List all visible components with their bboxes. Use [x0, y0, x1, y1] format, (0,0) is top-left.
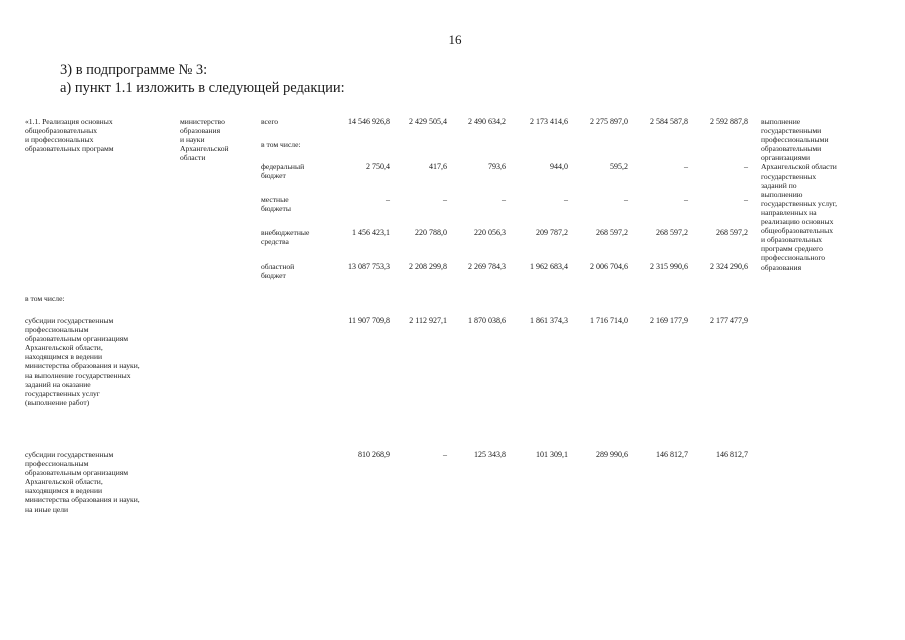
value-federal-6: – [684, 162, 688, 171]
heading-subprogram: 3) в подпрограмме № 3: [60, 62, 208, 78]
value-regional-3: 2 269 784,3 [468, 262, 506, 271]
value-subsidy-other-3: 125 343,8 [474, 450, 506, 459]
value-federal-2: 417,6 [429, 162, 447, 171]
value-subsidy-tasks-5: 1 716 714,0 [590, 316, 628, 325]
page-number: 16 [448, 32, 462, 47]
value-local-6: – [684, 195, 688, 204]
value-subsidy-other-5: 289 990,6 [596, 450, 628, 459]
value-local-4: – [564, 195, 568, 204]
value-federal-3: 793,6 [488, 162, 506, 171]
value-extrabudgetary-1: 1 456 423,1 [352, 228, 390, 237]
value-regional-6: 2 315 990,6 [650, 262, 688, 271]
row-result: выполнение государственными профессиональными образовательными организациями Архангельской области государственных заданий по выполнению государственных услуг, направленных на реализацию основных общеобразовательных и образовательных программ среднего профессионального образования [761, 117, 837, 272]
value-federal-7: – [744, 162, 748, 171]
value-extrabudgetary-2: 220 788,0 [415, 228, 447, 237]
value-total-3: 2 490 634,2 [468, 117, 506, 126]
value-total-7: 2 592 887,8 [710, 117, 748, 126]
value-total-4: 2 173 414,6 [530, 117, 568, 126]
value-extrabudgetary-6: 268 597,2 [656, 228, 688, 237]
value-regional-4: 1 962 683,4 [530, 262, 568, 271]
value-total-1: 14 546 926,8 [348, 117, 390, 126]
in-that-number-label: в том числе: [25, 294, 65, 303]
row-name-subsidy-other: субсидии государственным профессиональным образовательным организациям Архангельской области, находящимся в ведении министерства образования и науки, на иные цели [25, 450, 140, 514]
source-label-regional: областной бюджет [261, 262, 295, 281]
value-regional-7: 2 324 290,6 [710, 262, 748, 271]
value-extrabudgetary-4: 209 787,2 [536, 228, 568, 237]
value-subsidy-tasks-4: 1 861 374,3 [530, 316, 568, 325]
value-extrabudgetary-3: 220 056,3 [474, 228, 506, 237]
value-federal-4: 944,0 [550, 162, 568, 171]
value-extrabudgetary-7: 268 597,2 [716, 228, 748, 237]
value-extrabudgetary-5: 268 597,2 [596, 228, 628, 237]
row-name-main: «1.1. Реализация основных общеобразовательных и профессиональных образовательных программ [25, 117, 114, 154]
source-label-federal: федеральный бюджет [261, 162, 305, 181]
value-subsidy-tasks-3: 1 870 038,6 [468, 316, 506, 325]
value-local-5: – [624, 195, 628, 204]
value-local-7: – [744, 195, 748, 204]
value-subsidy-other-6: 146 812,7 [656, 450, 688, 459]
source-label-in-that-number: в том числе: [261, 140, 301, 149]
value-subsidy-other-1: 810 268,9 [358, 450, 390, 459]
row-name-subsidy-tasks: субсидии государственным профессиональным образовательным организациям Архангельской области, находящимся в ведении министерства образования и науки, на выполнение государственных заданий на оказание государственных услуг (выполнение работ) [25, 316, 140, 407]
value-local-3: – [502, 195, 506, 204]
value-local-2: – [443, 195, 447, 204]
source-label-total: всего [261, 117, 279, 126]
heading-instruction: а) пункт 1.1 изложить в следующей редакции: [60, 80, 345, 96]
value-regional-2: 2 208 299,8 [409, 262, 447, 271]
value-subsidy-tasks-2: 2 112 927,1 [409, 316, 447, 325]
source-label-extrabudgetary: внебюджетные средства [261, 228, 310, 247]
value-subsidy-other-4: 101 309,1 [536, 450, 568, 459]
value-subsidy-tasks-7: 2 177 477,9 [710, 316, 748, 325]
value-subsidy-other-2: – [443, 450, 447, 459]
value-federal-5: 595,2 [610, 162, 628, 171]
value-federal-1: 2 750,4 [366, 162, 390, 171]
value-total-5: 2 275 897,0 [590, 117, 628, 126]
value-total-2: 2 429 505,4 [409, 117, 447, 126]
value-local-1: – [386, 195, 390, 204]
source-label-local: местные бюджеты [261, 195, 291, 214]
value-total-6: 2 584 587,8 [650, 117, 688, 126]
value-regional-5: 2 006 704,6 [590, 262, 628, 271]
value-subsidy-tasks-1: 11 907 709,8 [348, 316, 390, 325]
value-subsidy-other-7: 146 812,7 [716, 450, 748, 459]
row-executor: министерство образования и науки Архангельской области [180, 117, 229, 163]
value-subsidy-tasks-6: 2 169 177,9 [650, 316, 688, 325]
value-regional-1: 13 087 753,3 [348, 262, 390, 271]
